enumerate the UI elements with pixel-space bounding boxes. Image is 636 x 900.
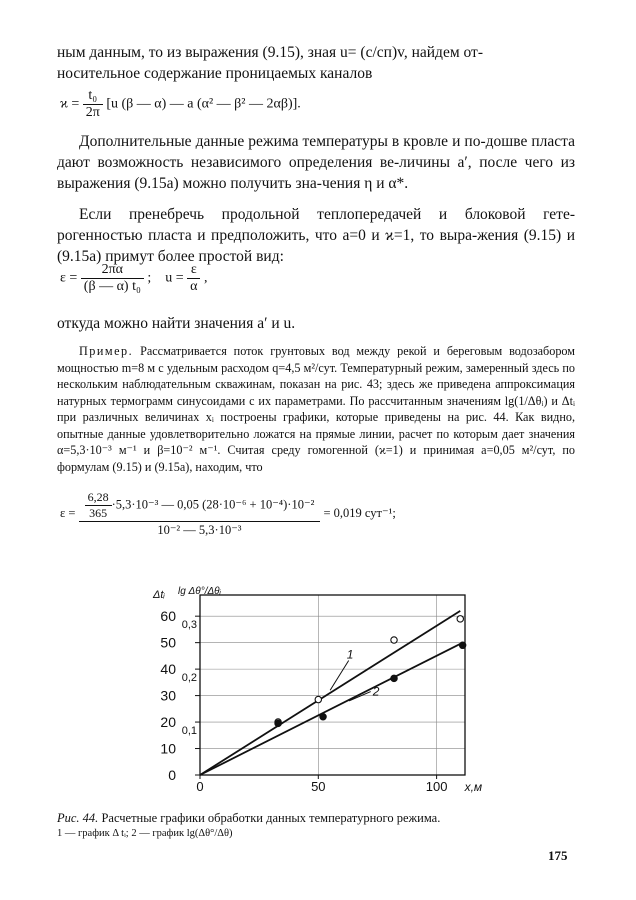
data-point-series-1 (315, 696, 321, 702)
y-tick-label-left: 30 (160, 687, 176, 704)
figure-44-chart (150, 580, 510, 795)
x-tick-label: 0 (196, 779, 204, 794)
leader-line-2 (349, 692, 371, 701)
y-axis-label-left: Δtᵢ (153, 589, 165, 601)
figure-legend: 1 — график Δ tᵢ; 2 — график lg(Δθ°/Δθ) (57, 828, 233, 839)
curve-label-1: 1 (346, 647, 354, 662)
y-tick-label-left: 10 (160, 740, 176, 757)
formula-epsilon-u: ε = $\frac{2\pi\alpha}{\text{(β — α) t₀}}$ ; u = $\frac{\varepsilon}{\alpha}$ , (60, 262, 208, 294)
example-label: Пример. (79, 344, 134, 358)
paragraph-2: Дополнительные данные режима температуры в кровле и по-дошве пласта дают возможность независимого определения ве-личины a′, после чего из выражения (9.15a) можно получить зна-чения η и α*. (57, 133, 575, 192)
leader-line-1 (330, 661, 349, 691)
y-tick-label-left: 20 (160, 714, 176, 731)
paragraph-1-line-2: носительное содержание проницаемых каналов (57, 65, 373, 82)
y-tick-label-right: 0,3 (181, 619, 197, 632)
y-tick-label-left: 50 (160, 634, 176, 651)
example-paragraph: Пример. Рассматривается поток грунтовых вод между рекой и береговым водозабором мощностью m=8 м с удельным расходом q=4,5 м²/сут. Температурный режим, замеренный здесь по нескольким наблюдательным скважинам, показан на рис. 43; здесь же приведена аппроксимация натурных термограмм синусоидами с их параметрами. По рассчитанным значениям lg(1/Δθᵢ) и Δtᵢ при различных величинах xᵢ построены графики, которые приведены на рис. 44. Как видно, опытные данные удовлетворительно ложатся на прямые линии, расчет по которым дает значения α=5,3·10⁻³ м⁻¹ и β=10⁻² м⁻¹. Считая среду гомогенной (ϰ=1) и принимая a=0,05 м²/сут, по формулам (9.15) и (9.15a), находим, что (57, 344, 576, 474)
formula-epsilon-value-fraction: $\frac{6,28}{365}$ ·5,3·10⁻³ — 0,05 (28·10⁻⁶ + 10⁻⁴)·10⁻² 10⁻² — 5,3·10⁻³ (79, 490, 321, 538)
y-tick-label-right: 0,1 (181, 725, 197, 738)
x-tick-label: 100 (425, 779, 448, 794)
chart-grid (200, 595, 465, 775)
chart-ticks (152, 586, 482, 794)
formula-kappa: ϰ = $\frac{\text{t₀}}{2\pi}$ [u (β — α) — a (α² — β² — 2αβ)]. (60, 88, 301, 120)
paragraph-1-line-1: ным данным, то из выражения (9.15), зная u= (c/cп)v, найдем от- (57, 44, 483, 61)
formula-u-fraction: $\frac{\varepsilon}{\alpha}$ (187, 262, 200, 295)
curve-label-2: 2 (372, 684, 380, 699)
y-tick-label-left: 60 (160, 608, 176, 625)
data-point-series-1 (391, 637, 397, 643)
y-tick-label-right: 0,2 (181, 672, 197, 685)
data-point-series-2 (391, 675, 397, 681)
chart-labels (330, 648, 380, 701)
formula-epsilon-value: ε = $\frac{6,28}{365}$ ·5,3·10⁻³ — 0,05 (28·10⁻⁶ + 10⁻⁴)·10⁻² 10⁻² — 5,3·10⁻³ = 0,019 сут⁻¹; (60, 490, 396, 537)
chart-axes (200, 595, 465, 775)
y-axis-label-right: lg Δθ°/Δθᵢ (178, 586, 221, 597)
formula-epsilon-fraction: $\frac{2\pi\alpha}{\text{(β — α) t₀}}$ (81, 262, 144, 295)
chart-lines (200, 611, 463, 775)
page-number: 175 (548, 848, 568, 863)
data-point-series-2 (459, 642, 465, 648)
figure-caption (57, 810, 577, 842)
data-point-series-2 (320, 714, 326, 720)
chart-frame (200, 595, 465, 775)
chart-svg (150, 580, 510, 795)
paragraph-3: Если пренебречь продольной теплопередачей и блоковой гете-рогенностью пласта и предположить, что a=0 и ϰ=1, то выра-жения (9.15) и (9.15a) примут более простой вид: (57, 206, 575, 265)
series-line-1 (200, 611, 460, 775)
series-line-2 (200, 643, 463, 775)
x-axis-label: x,м (464, 780, 483, 794)
formula-kappa-fraction: $\frac{\text{t₀}}{2\pi}$ (83, 88, 103, 121)
y-tick-label-left: 40 (160, 661, 176, 678)
x-tick-label: 50 (311, 779, 326, 794)
figure-number: Рис. 44. (57, 811, 99, 825)
paragraph-4: откуда можно найти значения a′ и u. (57, 315, 296, 332)
y-tick-label-left: 0 (168, 767, 176, 783)
data-point-series-2 (275, 720, 281, 726)
formula-inner-fraction: $\frac{6,28}{365}$ (85, 490, 112, 521)
data-point-series-1 (457, 616, 463, 622)
figure-title: Расчетные графики обработки данных температурного режима. (101, 811, 441, 825)
